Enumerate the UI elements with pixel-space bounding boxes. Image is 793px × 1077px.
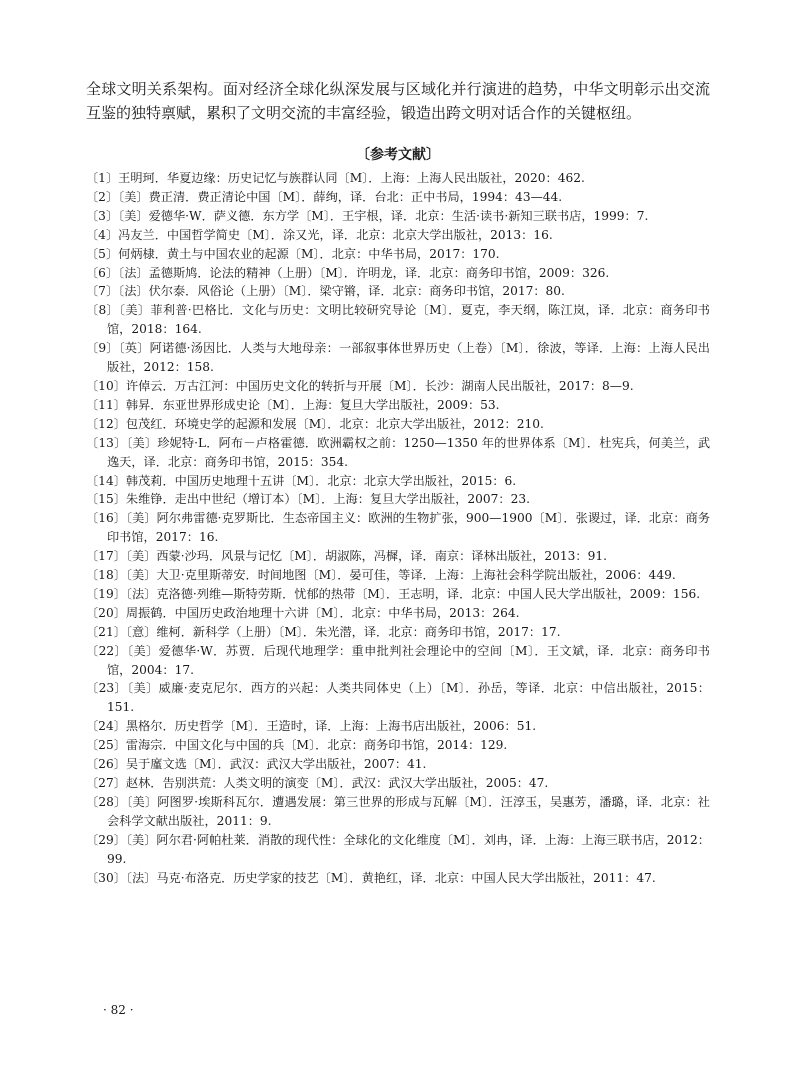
reference-text: 许倬云．万古江河：中国历史文化的转折与开展〔M〕．长沙：湖南人民出版社，2017：8—9. xyxy=(125,378,634,393)
reference-item xyxy=(86,717,710,736)
reference-number: 〔8〕 xyxy=(86,303,120,318)
reference-number: 〔1〕 xyxy=(86,171,119,185)
reference-text: 冯友兰．中国哲学简史〔M〕．涂又光，译．北京：北京大学出版社，2013：16. xyxy=(118,227,553,242)
reference-item xyxy=(86,301,710,339)
reference-item xyxy=(86,604,710,623)
reference-text: 〔法〕孟德斯鸠．论法的精神（上册）〔M〕．许明龙，译．北京：商务印书馆，2009：326. xyxy=(118,265,610,280)
reference-number: 〔23〕 xyxy=(86,681,128,696)
reference-number: 〔24〕 xyxy=(86,719,126,734)
reference-text: 〔美〕爱德华·W．苏贾．后现代地理学：重申批判社会理论中的空间〔M〕．王文斌，译．北京：商务印书馆，2004：17. xyxy=(107,643,710,677)
reference-item xyxy=(86,566,710,585)
reference-item xyxy=(86,188,710,207)
body-paragraph: 全球文明关系架构。面对经济全球化纵深发展与区域化并行演进的趋势，中华文明彰示出交流互鉴的独特禀赋，累积了文明交流的丰富经验，锻造出跨文明对话合作的关键枢纽。 xyxy=(86,80,710,122)
reference-number: 〔13〕 xyxy=(86,435,127,450)
reference-number: 〔30〕 xyxy=(86,870,126,885)
reference-number: 〔19〕 xyxy=(86,586,126,601)
reference-text: 〔英〕阿诺德·汤因比．人类与大地母亲：一部叙事体世界历史（上卷）〔M〕．徐波，等译．上海：上海人民出版社，2012：158. xyxy=(107,341,710,375)
reference-text: 〔美〕阿图罗·埃斯科瓦尔．遭遇发展：第三世界的形成与瓦解〔M〕．汪淳玉，吴惠芳，潘璐，译．北京：社会科学文献出版社，2011：9. xyxy=(107,794,710,828)
reference-item xyxy=(86,169,710,188)
reference-text: 〔法〕伏尔泰．风俗论（上册）〔M〕．梁守锵，译．北京：商务印书馆，2017：80. xyxy=(118,284,565,299)
reference-item xyxy=(86,793,710,831)
reference-item xyxy=(86,623,710,642)
reference-item xyxy=(86,490,710,509)
reference-number: 〔17〕 xyxy=(86,549,126,564)
reference-item xyxy=(86,642,710,680)
reference-number: 〔4〕 xyxy=(86,227,119,242)
reference-text: 王明珂．华夏边缘：历史记忆与族群认同〔M〕．上海：上海人民出版社，2020：462. xyxy=(118,171,585,185)
reference-item xyxy=(86,226,710,245)
reference-item xyxy=(86,282,710,301)
reference-item xyxy=(86,869,710,888)
reference-item xyxy=(86,415,710,434)
reference-text: 韩昇．东亚世界形成史论〔M〕．上海：复旦大学出版社，2009：53. xyxy=(125,397,500,412)
reference-text: 朱维铮．走出中世纪（增订本）〔M〕．上海：复旦大学出版社，2007：23. xyxy=(125,492,531,507)
reference-item xyxy=(86,509,710,547)
reference-text: 赵林．告别洪荒：人类文明的演变〔M〕．武汉：武汉大学出版社，2005：47. xyxy=(125,776,549,790)
reference-text: 〔美〕威廉·麦克尼尔．西方的兴起：人类共同体史（上）〔M〕．孙岳，等译．北京：中信出版社，2015：151. xyxy=(107,681,710,715)
reference-text: 〔法〕马克·布洛克．历史学家的技艺〔M〕．黄艳红，译．北京：中国人民大学出版社，2011：47. xyxy=(125,870,656,885)
reference-number: 〔11〕 xyxy=(86,397,126,412)
reference-text: 〔法〕克洛德·列维—斯特劳斯．忧郁的热带〔M〕．王志明，译．北京：中国人民大学出版社，2009：156. xyxy=(125,586,701,601)
reference-text: 周振鹤．中国历史政治地理十六讲〔M〕．北京：中华书局，2013：264. xyxy=(125,605,520,620)
reference-number: 〔22〕 xyxy=(86,643,128,658)
reference-number: 〔5〕 xyxy=(86,246,119,261)
reference-text: 韩茂莉．中国历史地理十五讲〔M〕．北京：北京大学出版社，2015：6. xyxy=(125,473,517,488)
reference-text: 黑格尔．历史哲学〔M〕．王造时，译．上海：上海书店出版社，2006：51. xyxy=(125,719,537,734)
reference-item xyxy=(86,207,710,226)
reference-number: 〔27〕 xyxy=(86,776,126,790)
reference-number: 〔15〕 xyxy=(86,492,126,507)
reference-text: 吴于廑文选〔M〕．武汉：武汉大学出版社，2007：41. xyxy=(125,757,427,772)
reference-item xyxy=(86,547,710,566)
reference-number: 〔26〕 xyxy=(86,757,126,772)
reference-text: 包茂红．环境史学的起源和发展〔M〕．北京：北京大学出版社，2012：210. xyxy=(125,416,544,431)
reference-item xyxy=(86,755,710,774)
reference-text: 何炳棣．黄土与中国农业的起源〔M〕．北京：中华书局，2017：170. xyxy=(118,246,500,261)
reference-item xyxy=(86,377,710,396)
reference-number: 〔10〕 xyxy=(86,378,126,393)
reference-number: 〔16〕 xyxy=(86,511,126,526)
references-list xyxy=(86,169,710,887)
reference-item xyxy=(86,585,710,604)
reference-number: 〔2〕 xyxy=(86,189,119,204)
reference-number: 〔20〕 xyxy=(86,605,126,620)
reference-number: 〔18〕 xyxy=(86,568,126,583)
reference-number: 〔12〕 xyxy=(86,416,126,431)
reference-item xyxy=(86,831,710,869)
reference-text: 〔美〕珍妮特·L．阿布－卢格霍德．欧洲霸权之前：1250—1350 年的世界体系〔M〕．杜宪兵，何美兰，武逸天，译．北京：商务印书馆，2015：354. xyxy=(107,435,711,469)
reference-item xyxy=(86,396,710,415)
reference-number: 〔7〕 xyxy=(86,284,119,299)
reference-text: 〔美〕大卫·克里斯蒂安．时间地图〔M〕．晏可佳，等译．上海：上海社会科学院出版社，2006：449. xyxy=(125,568,676,583)
reference-text: 〔美〕西蒙·沙玛．风景与记忆〔M〕．胡淑陈，冯樨，译．南京：译林出版社，2013：91. xyxy=(125,549,608,564)
reference-item xyxy=(86,774,710,793)
reference-item xyxy=(86,339,710,377)
reference-text: 雷海宗．中国文化与中国的兵〔M〕．北京：商务印书馆，2014：129. xyxy=(125,738,508,753)
reference-item xyxy=(86,736,710,755)
reference-number: 〔28〕 xyxy=(86,794,127,809)
page-number: · 82 · xyxy=(103,1003,134,1017)
reference-number: 〔6〕 xyxy=(86,265,119,280)
reference-number: 〔9〕 xyxy=(86,341,119,356)
references-heading: 〔参考文献〕 xyxy=(356,147,440,163)
reference-number: 〔29〕 xyxy=(86,832,126,847)
reference-number: 〔14〕 xyxy=(86,473,126,488)
reference-number: 〔21〕 xyxy=(86,624,126,639)
reference-text: 〔意〕维柯．新科学（上册）〔M〕．朱光潜，译．北京：商务印书馆，2017：17. xyxy=(125,624,561,639)
reference-item xyxy=(86,434,710,472)
reference-text: 〔美〕费正清．费正清论中国〔M〕．薛绚，译．台北：正中书局，1994：43—44. xyxy=(118,189,563,204)
reference-text: 〔美〕阿尔弗雷德·克罗斯比．生态帝国主义：欧洲的生物扩张，900—1900〔M〕．张谡过，译．北京：商务印书馆，2017：16. xyxy=(107,511,711,545)
reference-number: 〔25〕 xyxy=(86,738,126,753)
reference-text: 〔美〕菲利普·巴格比．文化与历史：文明比较研究导论〔M〕．夏克，李天纲，陈江岚，译．北京：商务印书馆，2018：164. xyxy=(107,303,710,337)
reference-text: 〔美〕爱德华·W．萨义德．东方学〔M〕．王宇根，译．北京：生活·读书·新知三联书店，1999：7. xyxy=(118,208,649,223)
reference-text: 〔美〕阿尔君·阿帕杜莱．消散的现代性：全球化的文化维度〔M〕．刘冉，译．上海：上海三联书店，2012：99. xyxy=(107,832,710,866)
reference-item xyxy=(86,679,710,717)
reference-item xyxy=(86,472,710,491)
reference-item xyxy=(86,245,710,264)
reference-number: 〔3〕 xyxy=(86,208,119,223)
reference-item xyxy=(86,264,710,283)
page-content xyxy=(86,77,710,887)
